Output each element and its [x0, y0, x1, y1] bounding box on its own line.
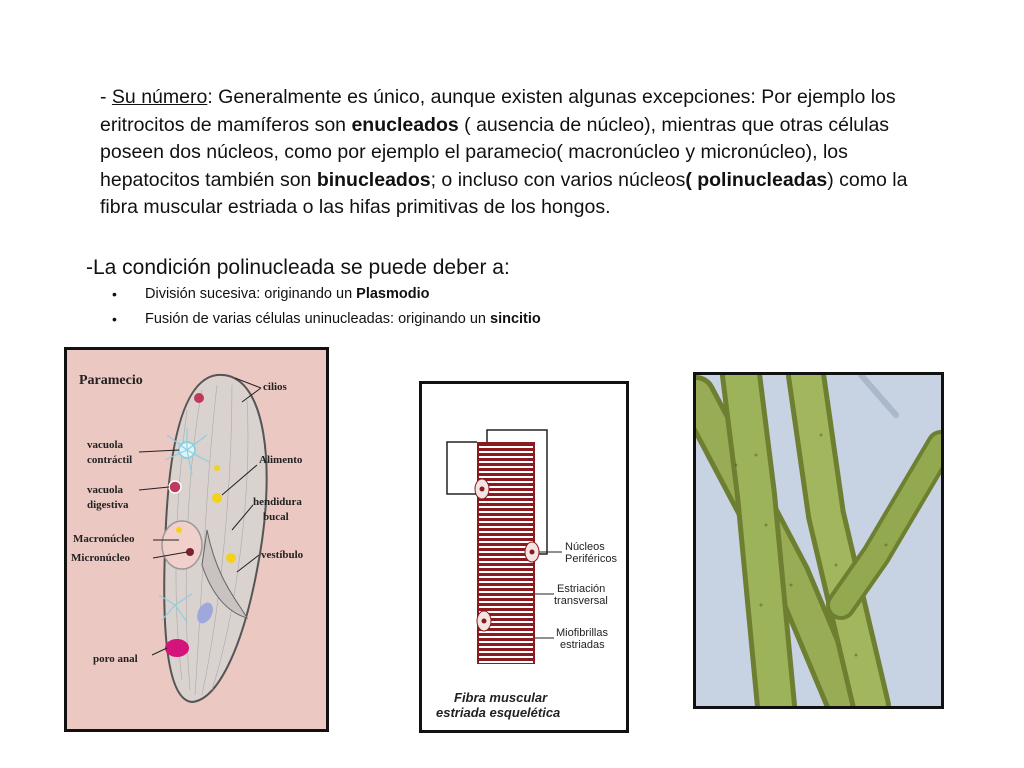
striation-line — [479, 656, 533, 658]
striation-line — [479, 516, 533, 518]
striation-line — [479, 506, 533, 508]
label-perifericos: Periféricos — [565, 553, 617, 565]
term-sincitio: sincitio — [490, 311, 541, 327]
striation-line — [479, 546, 533, 548]
label-vacuola-digestiva: vacuola — [87, 484, 124, 496]
striation-line — [479, 661, 533, 663]
hifas-micrograph — [693, 372, 944, 709]
striation-line — [479, 446, 533, 448]
label-estriacion: Estriación — [557, 583, 606, 595]
fibra-caption-2: estriada esquelética — [436, 705, 561, 720]
striation-line — [479, 646, 533, 648]
striation-line — [479, 636, 533, 638]
label-nucleos: Núcleos — [565, 541, 605, 553]
text-segment: ( ausencia de núcleo), mientras que otras células poseen dos núcleos, como por ejemplo el paramecio( macronúcleo y micronúcleo), los hepatocitos también son — [100, 113, 890, 191]
term-plasmodio: Plasmodio — [356, 286, 430, 302]
striation-line — [479, 521, 533, 523]
paramecio-diagram — [67, 350, 326, 729]
striation-line — [479, 501, 533, 503]
striation-line — [479, 566, 533, 568]
paramecio-figure — [64, 347, 329, 732]
label-transversal: transversal — [554, 595, 608, 607]
striation-line — [479, 581, 533, 583]
striation-line — [479, 586, 533, 588]
striation-line — [479, 536, 533, 538]
label-vacuola-contractil-2: contráctil — [87, 454, 133, 466]
label-vacuola-digestiva-2: digestiva — [87, 499, 129, 511]
striation-line — [479, 541, 533, 543]
striation-line — [479, 466, 533, 468]
term-enucleados: enucleados — [351, 113, 459, 136]
term-polinucleadas: ( polinucleadas — [685, 168, 828, 191]
dash: - — [100, 86, 112, 108]
striation-line — [479, 596, 533, 598]
striation-line — [479, 526, 533, 528]
text-segment: ; o incluso con varios núcleos — [430, 168, 686, 191]
label-estriadas: estriadas — [560, 639, 605, 651]
striation-line — [479, 576, 533, 578]
hifas-image — [696, 375, 941, 706]
label-poro-anal: poro anal — [93, 653, 138, 665]
list-item: • División sucesiva: originando un Plasmodio — [112, 284, 541, 309]
label-micronucleo: Micronúcleo — [71, 552, 131, 564]
label-hendidura: hendidura — [253, 496, 302, 508]
striation-line — [479, 476, 533, 478]
text-segment: : Generalmente es único, aunque existen algunas excepciones: Por ejemplo los eritrocitos de mamíferos son — [100, 86, 896, 136]
fibra-diagram — [422, 384, 626, 730]
striation-line — [479, 591, 533, 593]
label-hendidura-2: bucal — [263, 511, 289, 523]
main-paragraph — [100, 84, 950, 222]
striation-line — [479, 451, 533, 453]
term-binucleados: binucleados — [316, 168, 431, 191]
striation-line — [479, 471, 533, 473]
striation-line — [479, 601, 533, 603]
striation-line — [479, 461, 533, 463]
lead-line: -La condición polinucleada se puede deber a: — [86, 256, 510, 279]
striation-line — [479, 511, 533, 513]
striation-line — [479, 531, 533, 533]
striation-line — [479, 631, 533, 633]
label-alimento: Alimento — [259, 454, 303, 466]
label-miofibrillas: Miofibrillas — [556, 627, 608, 639]
label-cilios: cilios — [263, 381, 287, 393]
striation-line — [479, 641, 533, 643]
striation-line — [479, 651, 533, 653]
term-su-numero: Su número — [111, 86, 208, 108]
striation-line — [479, 556, 533, 558]
label-macronucleo: Macronúcleo — [73, 533, 135, 545]
fibra-caption-1: Fibra muscular — [454, 690, 548, 705]
paramecio-title: Paramecio — [79, 373, 143, 388]
fibra-muscular-figure — [419, 381, 629, 733]
label-vestibulo: vestíbulo — [261, 549, 304, 561]
striation-line — [479, 571, 533, 573]
striation-line — [479, 606, 533, 608]
striation-line — [479, 561, 533, 563]
label-vacuola-contractil: vacuola — [87, 439, 124, 451]
text-segment: ) como la fibra muscular estriada o las hifas primitivas de los hongos. — [100, 168, 908, 218]
list-item: • Fusión de varias células uninucleadas: originando un sincitio — [112, 309, 541, 334]
bullet-list — [112, 284, 541, 334]
striation-line — [479, 456, 533, 458]
